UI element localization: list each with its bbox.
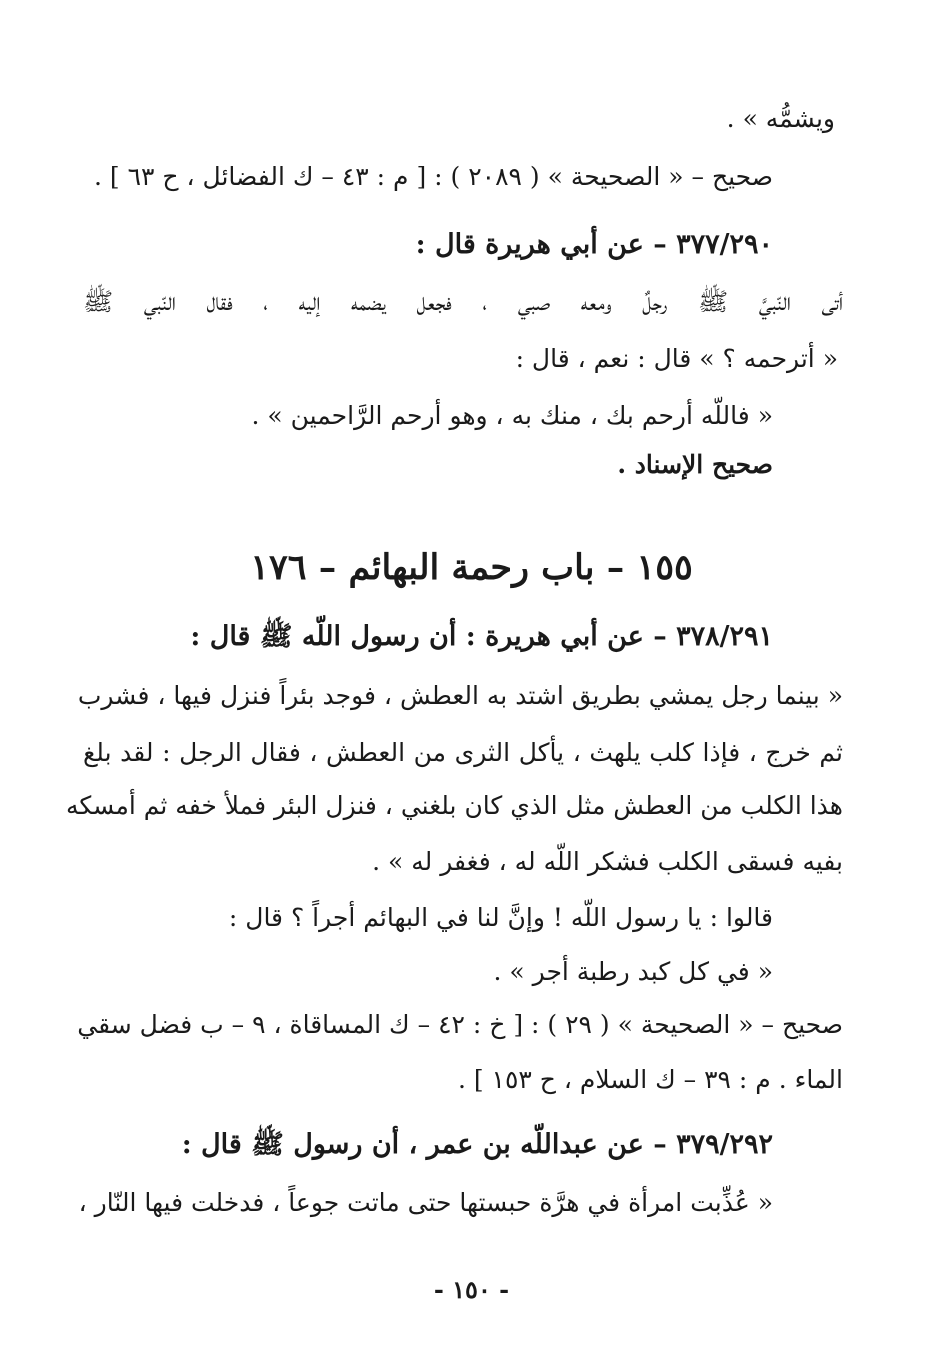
text-line: أتى النّبيَّ ﷺ رجلٌ ومعه صبي ، فجعل يضمه إليه ، فقال النّبي ﷺ (83, 287, 843, 316)
text-line: ويشمُّه » . (726, 104, 835, 133)
text-line: « عُذِّبت امرأة في هرَّة حبستها حتى ماتت جوعاً ، فدخلت فيها النّار ، (78, 1188, 773, 1217)
text-line: بفيه فسقى الكلب فشكر اللّه له ، فغفر له » . (372, 847, 843, 876)
text-line: « أترحمه ؟ » قال : نعم ، قال : (515, 344, 838, 373)
text-line: « في كل كبد رطبة أجر » . (493, 957, 773, 986)
hadith-number-line: ٣٧٧/٢٩٠ – عن أبي هريرة قال : (415, 229, 773, 260)
text-line: ثم خرج ، فإذا كلب يلهث ، يأكل الثرى من العطش ، فقال الرجل : لقد بلغ (83, 738, 843, 767)
hadith-grading-line: صحيح – « الصحيحة » ( ٢٩ ) : [ خ : ٤٢ – ك المساقاة ، ٩ – ب فضل سقي (77, 1010, 843, 1039)
text-line: « بينما رجل يمشي بطريق اشتد به العطش ، فوجد بئراً فنزل فيها ، فشرب (77, 681, 843, 710)
text-line: « فاللّه أرحم بك ، منك به ، وهو أرحم الرَّاحمين » . (251, 401, 773, 430)
text-line: هذا الكلب من العطش مثل الذي كان بلغني ، فنزل البئر فملأ خفه ثم أمسكه (65, 791, 843, 820)
hadith-number-line: ٣٧٨/٢٩١ – عن أبي هريرة : أن رسول اللّه ﷺ قال : (190, 621, 773, 652)
text-line: الماء . م : ٣٩ – ك السلام ، ح ١٥٣ ] . (457, 1065, 843, 1094)
page-number: - ١٥٠ - (433, 1275, 510, 1304)
hadith-grading-line: صحيح الإسناد . (617, 450, 773, 479)
hadith-grading-line: صحيح – « الصحيحة » ( ٢٠٨٩ ) : [ م : ٤٣ – ك الفضائل ، ح ٦٣ ] . (94, 162, 773, 191)
hadith-number-line: ٣٧٩/٢٩٢ – عن عبداللّه بن عمر ، أن رسول ﷺ قال : (181, 1129, 773, 1160)
chapter-heading: ١٥٥ – باب رحمة البهائم – ١٧٦ (250, 547, 693, 588)
text-line: قالوا : يا رسول اللّه ! وإنَّ لنا في البهائم أجراً ؟ قال : (228, 903, 773, 932)
